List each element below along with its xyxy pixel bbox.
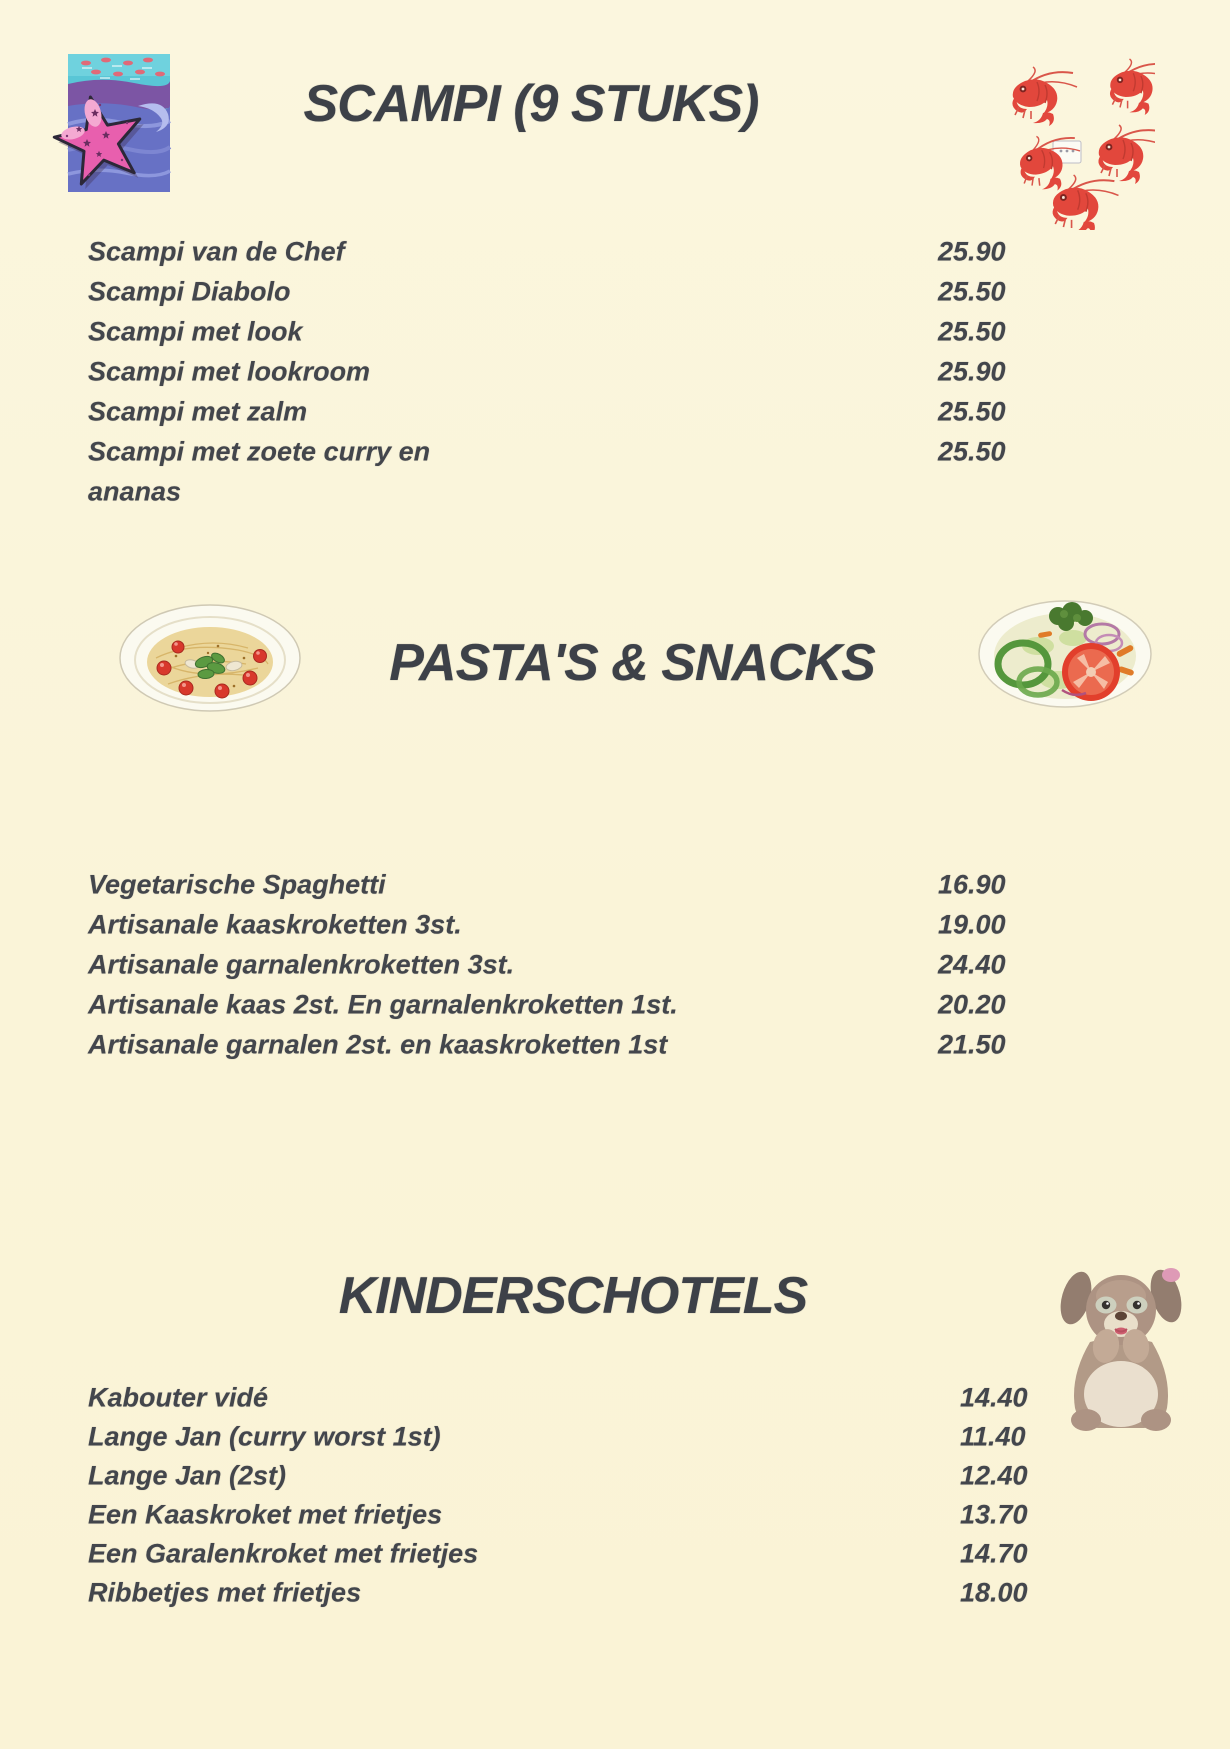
menu-item bbox=[0, 1025, 1230, 1065]
section-title-pastas-snacks: PASTA'S & SNACKS bbox=[389, 634, 875, 692]
item-price: 13.70 bbox=[960, 1499, 1028, 1529]
item-price: 25.90 bbox=[938, 356, 1006, 387]
shrimps-icon bbox=[995, 55, 1155, 230]
item-price: 11.40 bbox=[960, 1421, 1026, 1451]
item-name: Kabouter vidé bbox=[88, 1382, 269, 1412]
menu-item bbox=[0, 312, 1230, 352]
item-name: Artisanale kaas 2st. En garnalenkroketten 1st. bbox=[88, 989, 678, 1020]
item-price: 25.90 bbox=[938, 236, 1006, 267]
item-price: 20.20 bbox=[938, 989, 1006, 1020]
item-price: 21.50 bbox=[938, 1029, 1006, 1060]
menu-item bbox=[0, 945, 1230, 985]
item-price: 14.40 bbox=[960, 1382, 1028, 1412]
item-price: 24.40 bbox=[938, 949, 1006, 980]
menu-list-kinderschotels bbox=[0, 1378, 1230, 1612]
item-name: Scampi van de Chef bbox=[88, 236, 345, 267]
menu-item bbox=[0, 352, 1230, 392]
menu-item bbox=[0, 232, 1230, 272]
menu-item bbox=[0, 1456, 1230, 1495]
item-name: Scampi met lookroom bbox=[88, 356, 371, 387]
red-shrimps-illustration bbox=[995, 55, 1155, 230]
section-title-scampi: SCAMPI (9 STUKS) bbox=[303, 75, 759, 133]
item-name: Scampi met zoete curry en bbox=[88, 436, 431, 467]
item-name: Scampi Diabolo bbox=[88, 276, 291, 307]
item-name: Artisanale garnalenkroketten 3st. bbox=[88, 949, 515, 980]
item-name: Scampi met zalm bbox=[88, 396, 308, 427]
item-name: Artisanale kaaskroketten 3st. bbox=[88, 909, 462, 940]
item-price: 12.40 bbox=[960, 1460, 1028, 1490]
item-price: 14.70 bbox=[960, 1538, 1028, 1568]
menu-item bbox=[0, 1417, 1230, 1456]
item-name: Een Kaaskroket met frietjes bbox=[88, 1499, 443, 1529]
menu-list-pastas-snacks bbox=[0, 865, 1230, 1065]
menu-item bbox=[0, 985, 1230, 1025]
item-name: Lange Jan (2st) bbox=[88, 1460, 287, 1490]
item-name: Artisanale garnalen 2st. en kaaskroketten 1st bbox=[88, 1029, 668, 1060]
item-name: Een Garalenkroket met frietjes bbox=[88, 1538, 479, 1568]
menu-item bbox=[0, 865, 1230, 905]
item-name: Vegetarische Spaghetti bbox=[88, 869, 386, 900]
menu-list-scampi bbox=[0, 232, 1230, 512]
menu-item bbox=[0, 432, 1230, 472]
item-name: Ribbetjes met frietjes bbox=[88, 1577, 362, 1607]
item-price: 25.50 bbox=[938, 396, 1006, 427]
item-price: 25.50 bbox=[938, 316, 1006, 347]
menu-item bbox=[0, 392, 1230, 432]
menu-item-wrap-line bbox=[0, 472, 1230, 512]
menu-item bbox=[0, 1495, 1230, 1534]
salad-plate-icon bbox=[978, 588, 1153, 710]
menu-item bbox=[0, 1534, 1230, 1573]
item-price: 18.00 bbox=[960, 1577, 1028, 1607]
item-price: 25.50 bbox=[938, 436, 1006, 467]
salad-plate-illustration bbox=[978, 588, 1153, 710]
menu-item bbox=[0, 905, 1230, 945]
section-title-kinderschotels: KINDERSCHOTELS bbox=[338, 1267, 808, 1325]
item-price: 19.00 bbox=[938, 909, 1006, 940]
menu-item bbox=[0, 1378, 1230, 1417]
item-name: Scampi met look bbox=[88, 316, 303, 347]
item-name-continued: ananas bbox=[88, 476, 182, 507]
item-name: Lange Jan (curry worst 1st) bbox=[88, 1421, 441, 1451]
menu-item bbox=[0, 272, 1230, 312]
item-price: 16.90 bbox=[938, 869, 1006, 900]
item-price: 25.50 bbox=[938, 276, 1006, 307]
menu-item bbox=[0, 1573, 1230, 1612]
